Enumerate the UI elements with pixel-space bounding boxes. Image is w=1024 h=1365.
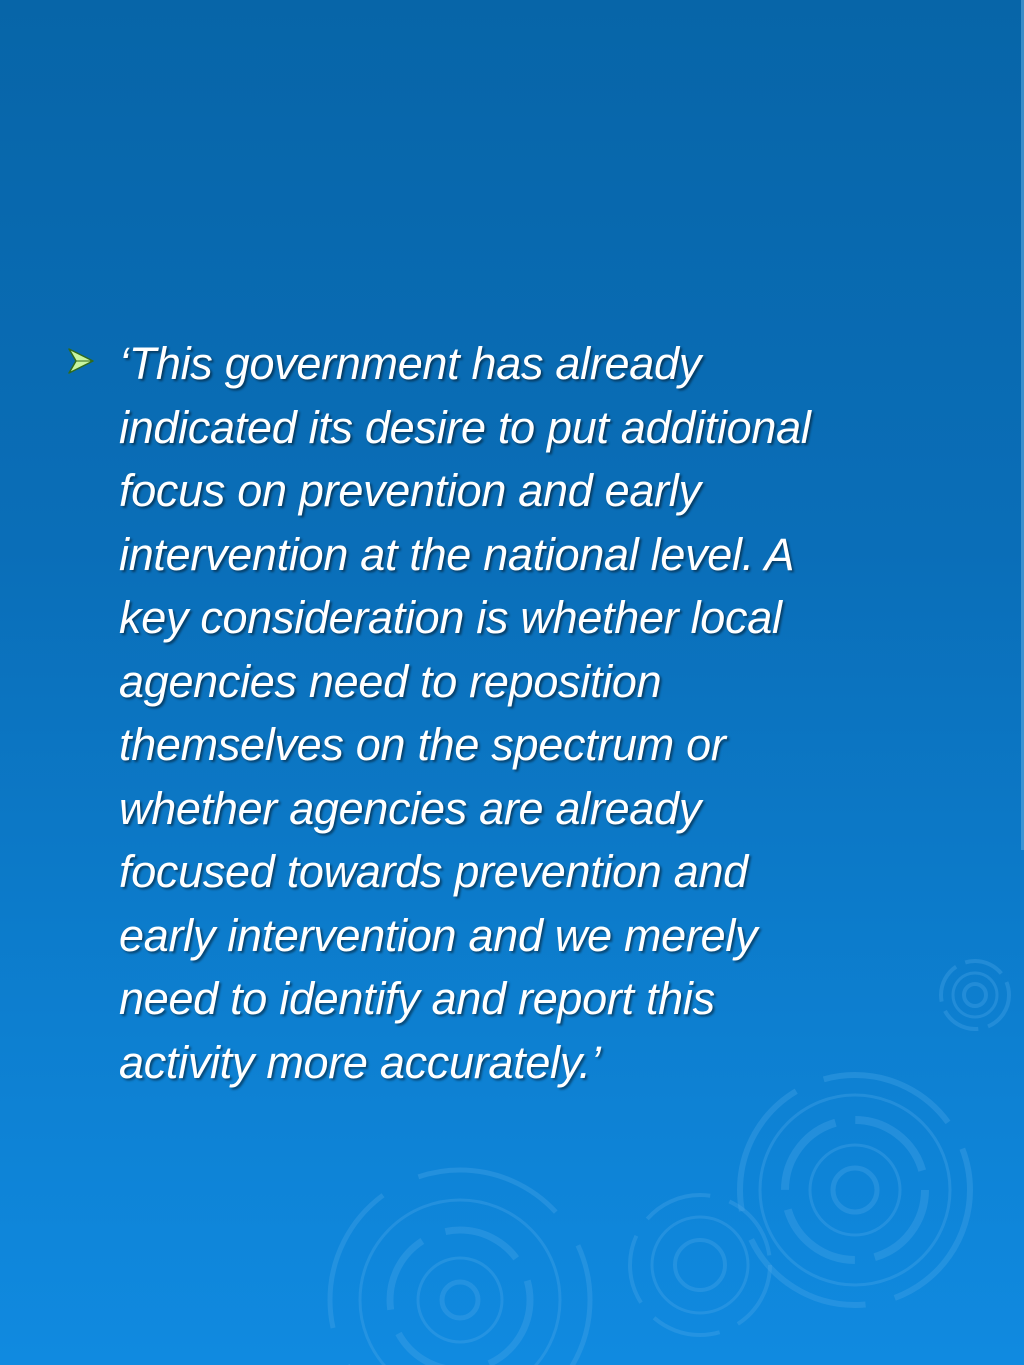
ripple-bottom-mid	[630, 1195, 770, 1335]
ripple-large-right	[740, 1075, 970, 1305]
arrowhead-bullet-icon	[66, 346, 96, 376]
ripple-bottom-center	[330, 1170, 590, 1365]
quote-text: ‘This government has already indicated its desire to put additional focus on prevention and early intervention at the national level. A key consideration is whether local agencies need to reposition themselves on the spectrum or whether agencies are already focused towards prevention and early intervention and we merely need to identify and report this activity more accurately.’	[119, 338, 811, 1088]
